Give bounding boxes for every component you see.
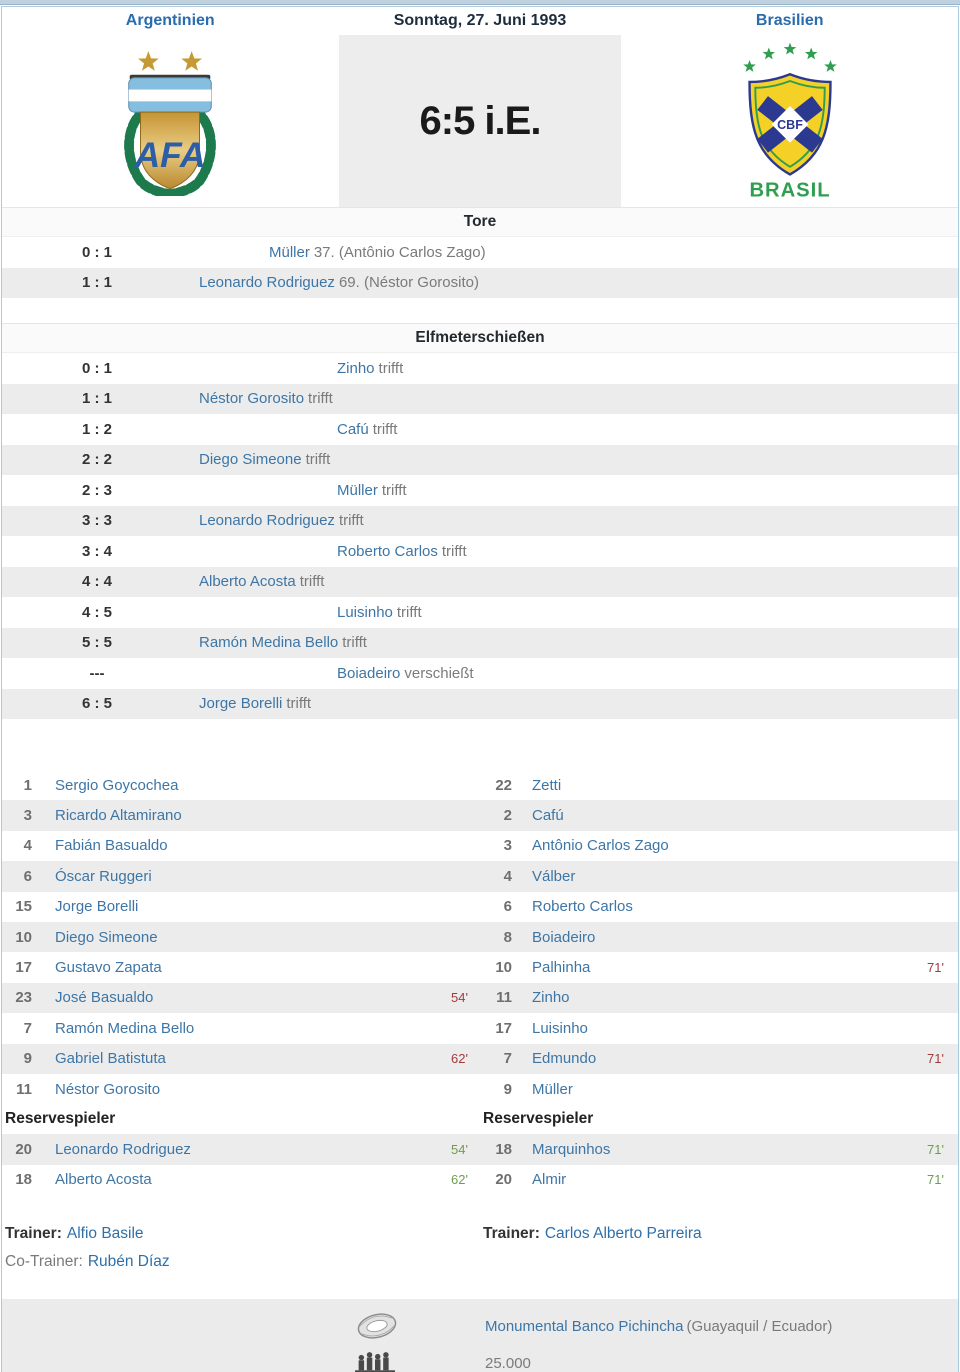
shooter-link[interactable]: Roberto Carlos <box>337 542 438 560</box>
away-crest[interactable] <box>621 35 958 207</box>
shot-result: trifft <box>396 603 422 621</box>
shot-result: trifft <box>381 481 407 499</box>
player-link[interactable]: Ricardo Altamirano <box>55 807 182 825</box>
lineups-section <box>2 770 958 1195</box>
player-link[interactable]: Zinho <box>532 989 570 1007</box>
lineup-row: 15 Jorge Borelli 6 Roberto Carlos <box>15 898 633 916</box>
shootout-section <box>2 323 958 719</box>
reserve-row: 18 Alberto Acosta 62' 20 Almir 71' <box>15 1171 944 1189</box>
shootout-row: 4 : 4 Alberto Acosta trifft <box>2 567 958 598</box>
cotrainer-row: Co-Trainer: Rubén Díaz <box>5 1253 170 1271</box>
player-link[interactable]: Boiadeiro <box>532 928 596 946</box>
svg-text:BRASIL: BRASIL <box>749 179 831 202</box>
player-link[interactable]: Müller <box>532 1080 573 1098</box>
shot-result: verschießt <box>404 664 474 682</box>
player-link[interactable]: Gabriel Batistuta <box>55 1050 166 1068</box>
player-link[interactable]: Cafú <box>532 807 564 825</box>
shooter-link[interactable]: Néstor Gorosito <box>199 390 305 408</box>
lineup-row: 6 Óscar Ruggeri 4 Válber <box>2 861 958 891</box>
home-trainer-link[interactable]: Alfio Basile <box>66 1225 144 1243</box>
player-link[interactable]: Válber <box>532 867 576 885</box>
score-band <box>2 35 958 207</box>
shooter-link[interactable]: Boiadeiro <box>337 664 401 682</box>
player-link[interactable]: Gustavo Zapata <box>55 959 162 977</box>
goals-section <box>2 207 958 298</box>
player-link[interactable]: Edmundo <box>532 1050 597 1068</box>
attendance-icon <box>355 1350 395 1372</box>
top-border-strip <box>0 0 960 5</box>
goal-detail: 69. (Néstor Gorosito) <box>338 274 479 292</box>
match-header <box>2 7 958 35</box>
shootout-row: 5 : 5 Ramón Medina Bello trifft <box>2 628 958 659</box>
stadium-icon <box>355 1309 399 1343</box>
match-report-page <box>1 6 959 1372</box>
lineup-row: 23 José Basualdo 54' 11 Zinho <box>2 983 958 1013</box>
goal-scorer-link[interactable]: Leonardo Rodriguez <box>199 274 335 292</box>
player-link[interactable]: Néstor Gorosito <box>55 1080 161 1098</box>
player-link[interactable]: Leonardo Rodriguez <box>55 1140 191 1158</box>
goal-scorer-link[interactable]: Müller <box>269 243 310 261</box>
goal-row <box>2 268 958 299</box>
player-link[interactable]: Ramón Medina Bello <box>55 1019 195 1037</box>
lineup-row: 17 Gustavo Zapata 10 Palhinha 71' <box>15 959 944 977</box>
player-link[interactable]: José Basualdo <box>55 989 154 1007</box>
shooter-link[interactable]: Luisinho <box>337 603 393 621</box>
stadium-row <box>2 1305 958 1347</box>
lineup-row: 10 Diego Simeone 8 Boiadeiro <box>2 922 958 952</box>
shootout-row: 4 : 5 Luisinho trifft <box>81 603 422 621</box>
match-date: Sonntag, 27. Juni 1993 <box>393 12 567 29</box>
shooter-link[interactable]: Cafú <box>337 420 369 438</box>
attendance-value: 25.000 <box>485 1354 531 1372</box>
shot-result: trifft <box>378 359 404 377</box>
player-link[interactable]: Fabián Basualdo <box>55 837 168 855</box>
shot-result: trifft <box>286 695 312 713</box>
shootout-row: 3 : 3 Leonardo Rodriguez trifft <box>2 506 958 537</box>
shot-result: trifft <box>308 390 333 408</box>
stadium-location: (Guayaquil / Ecuador) <box>686 1317 833 1335</box>
player-link[interactable]: Palhinha <box>532 959 591 977</box>
score-cell <box>339 35 622 207</box>
home-crest[interactable] <box>2 35 339 207</box>
final-score: 6:5 i.E. <box>419 98 541 143</box>
shooter-link[interactable]: Leonardo Rodriguez <box>199 512 335 530</box>
goal-detail: 37. (Antônio Carlos Zago) <box>313 243 486 261</box>
player-link[interactable]: Antônio Carlos Zago <box>532 837 669 855</box>
shooter-link[interactable]: Müller <box>337 481 378 499</box>
goal-score: 0 : 1 <box>81 243 112 261</box>
shootout-row: 1 : 1 Néstor Gorosito trifft <box>2 384 958 415</box>
goal-row <box>2 237 958 268</box>
shot-result: trifft <box>372 420 398 438</box>
lineup-row: 9 Gabriel Batistuta 62' 7 Edmundo 71' <box>2 1044 958 1074</box>
shooter-link[interactable]: Zinho <box>337 359 375 377</box>
shooter-link[interactable]: Ramón Medina Bello <box>199 634 339 652</box>
player-link[interactable]: Roberto Carlos <box>532 898 633 916</box>
afa-crest-icon <box>111 46 229 196</box>
reserves-header: Reservespieler Reservespieler <box>5 1110 594 1128</box>
cbf-crest-icon <box>737 40 843 202</box>
reserve-row: 20 Leonardo Rodriguez 54' 18 Marquinhos 71' <box>2 1134 958 1164</box>
player-link[interactable]: Zetti <box>532 776 562 794</box>
player-link[interactable]: Jorge Borelli <box>55 898 139 916</box>
shooter-link[interactable]: Alberto Acosta <box>199 573 296 591</box>
shootout-row: 1 : 2 Cafú trifft <box>81 420 398 438</box>
player-link[interactable]: Marquinhos <box>532 1140 611 1158</box>
shootout-row: 3 : 4 Roberto Carlos trifft <box>81 542 467 560</box>
player-link[interactable]: Almir <box>532 1171 567 1189</box>
player-link[interactable]: Óscar Ruggeri <box>55 867 152 885</box>
shootout-row: 6 : 5 Jorge Borelli trifft <box>2 689 958 720</box>
goal-score: 1 : 1 <box>81 274 112 292</box>
away-team-link[interactable]: Brasilien <box>755 12 824 29</box>
shootout-row: 2 : 2 Diego Simeone trifft <box>2 445 958 476</box>
stadium-link[interactable]: Monumental Banco Pichincha <box>485 1317 684 1335</box>
shootout-title: Elfmeterschießen <box>2 323 958 353</box>
lineup-row: 1 Sergio Goycochea 22 Zetti <box>23 776 562 794</box>
shot-result: trifft <box>305 451 331 469</box>
lineup-row: 4 Fabián Basualdo 3 Antônio Carlos Zago <box>23 837 669 855</box>
shot-result: trifft <box>441 542 467 560</box>
shooter-link[interactable]: Jorge Borelli <box>199 695 283 713</box>
player-link[interactable]: Luisinho <box>532 1019 588 1037</box>
lineup-row: 7 Ramón Medina Bello 17 Luisinho <box>23 1019 588 1037</box>
venue-panel <box>2 1299 958 1372</box>
trainer-row: Trainer: Alfio Basile Trainer: Carlos Alberto Parreira <box>5 1225 702 1243</box>
shot-result: trifft <box>338 512 364 530</box>
svg-text:AFA: AFA <box>134 135 206 176</box>
away-trainer-link[interactable]: Carlos Alberto Parreira <box>544 1225 702 1243</box>
player-link[interactable]: Diego Simeone <box>55 928 158 946</box>
player-link[interactable]: Sergio Goycochea <box>55 776 179 794</box>
home-cotrainer-link[interactable]: Rubén Díaz <box>87 1253 170 1271</box>
player-link[interactable]: Alberto Acosta <box>55 1171 152 1189</box>
shootout-row: 0 : 1 Zinho trifft <box>81 359 404 377</box>
lineup-row: 11 Néstor Gorosito 9 Müller <box>16 1080 573 1098</box>
shootout-row: --- Boiadeiro verschießt <box>89 664 474 682</box>
goals-title: Tore <box>2 207 958 237</box>
lineup-row: 3 Ricardo Altamirano 2 Cafú <box>2 800 958 830</box>
svg-text:CBF: CBF <box>776 118 803 133</box>
shot-result: trifft <box>299 573 325 591</box>
attendance-row <box>2 1347 958 1372</box>
shot-result: trifft <box>342 634 367 652</box>
shooter-link[interactable]: Diego Simeone <box>199 451 302 469</box>
shootout-row: 2 : 3 Müller trifft <box>81 481 407 499</box>
home-team-link[interactable]: Argentinien <box>125 12 215 29</box>
